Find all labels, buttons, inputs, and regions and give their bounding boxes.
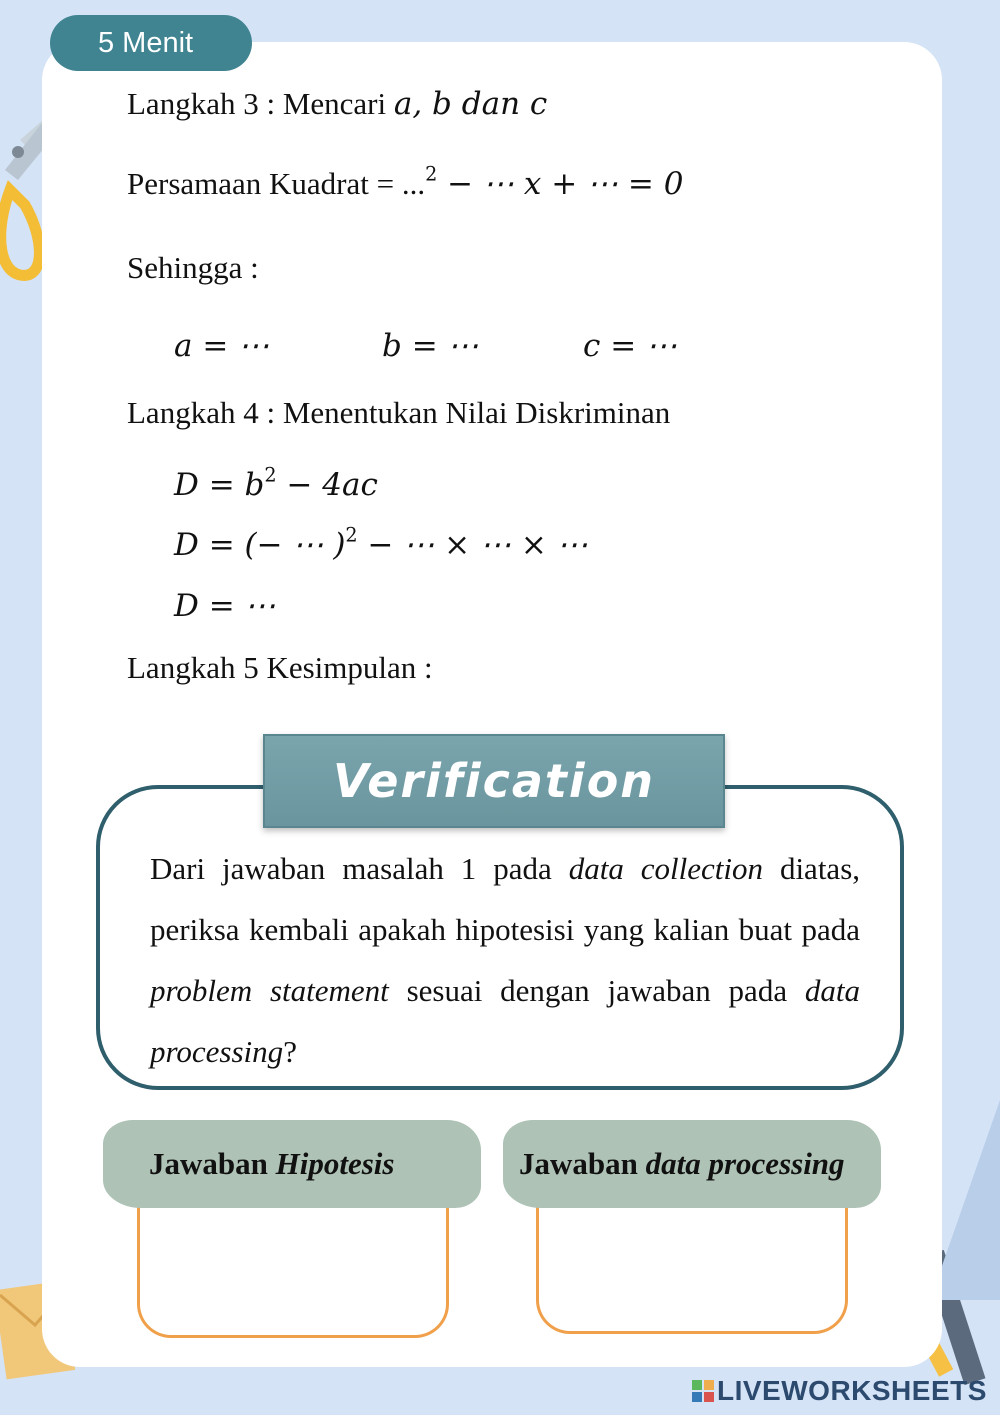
timer-badge — [50, 15, 252, 71]
discriminant-formula: $D = b^2 - 4ac$ — [174, 463, 378, 503]
discriminant-result: D = ⋯ — [174, 588, 276, 624]
c-equals: c = ⋯ — [583, 328, 678, 364]
liveworksheets-logo: LIVEWORKSHEETS — [692, 1374, 987, 1408]
step3-vars: a, b dan c — [393, 86, 548, 122]
hypothesis-answer-label: Jawaban Hipotesis — [103, 1120, 481, 1208]
a-equals: a = ⋯ — [174, 328, 270, 364]
timer-label: 5 Menit — [98, 27, 194, 59]
quadratic-equation: Persamaan Kuadrat = ...$^2$ − ⋯ x + ⋯ = 0 — [127, 162, 684, 202]
verification-title: Verification — [263, 734, 725, 828]
step3-title: Langkah 3 : Mencari a, b dan c — [127, 86, 548, 122]
liveworksheets-logo-icon — [692, 1380, 714, 1402]
b-equals: b = ⋯ — [382, 328, 479, 364]
step5-title: Langkah 5 Kesimpulan : — [127, 650, 433, 685]
data-processing-answer-label: Jawaban data processing — [503, 1120, 881, 1208]
step4-title: Langkah 4 : Menentukan Nilai Diskriminan — [127, 395, 671, 430]
sehingga-label: Sehingga : — [127, 250, 259, 285]
verification-text: Dari jawaban masalah 1 pada data collection diatas, periksa kembali apakah hipotesisi yang kalian buat pada problem statement sesuai dengan jawaban pada data processing? — [150, 851, 861, 1069]
discriminant-substitution: D = (− ⋯ )$^2$ − ⋯ × ⋯ × ⋯ — [174, 523, 588, 563]
